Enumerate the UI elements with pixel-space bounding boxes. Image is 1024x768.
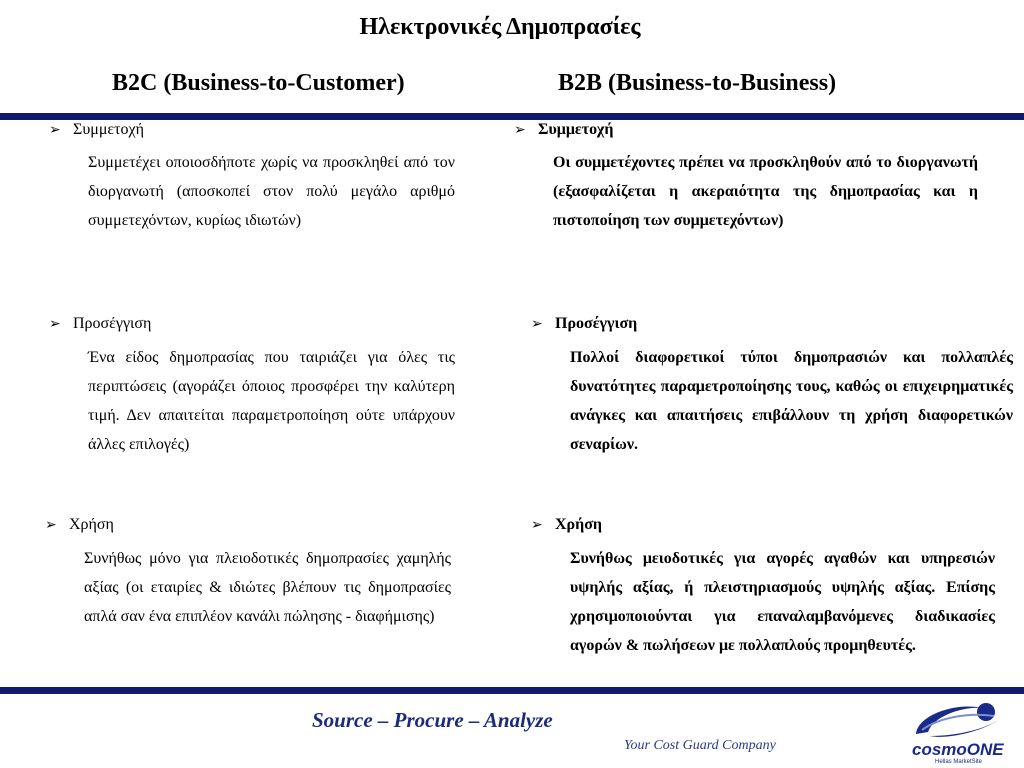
b2c-participation-bullet	[49, 121, 144, 139]
b2c-usage-bullet	[45, 516, 114, 534]
logo-wordmark	[912, 740, 1004, 760]
b2b-participation-label: Συμμετοχή	[538, 121, 614, 138]
top-divider	[0, 113, 1024, 120]
b2b-participation-text: Οι συμμετέχοντες πρέπει να προσκληθούν από το διοργανωτή (εξασφαλίζεται η ακεραιότητα της δημοπρασίας και η πιστοποίηση των συμμετεχόντων)	[553, 154, 978, 229]
b2b-approach-text: Πολλοί διαφορετικοί τύποι δημοπρασιών και πολλαπλές δυνατότητες παραμετροποίησης τους, καθώς οι επιχειρηματικές ανάγκες και απαιτήσεις επιβάλλουν τη χρήση διαφορετικών σεναρίων.	[570, 349, 1013, 453]
b2c-approach-text: Ένα είδος δημοπρασίας που ταιριάζει για όλες τις περιπτώσεις (αγοράζει όποιος προσφέρει την καλύτερη τιμή. Δεν απαιτείται παραμετροποίηση ούτε υπάρχουν άλλες επιλογές)	[88, 349, 455, 453]
b2c-usage-text: Συνήθως μόνο για πλειοδοτικές δημοπρασίες χαμηλής αξίας (οι εταιρίες & ιδιώτες βλέπουν τις δημοπρασίες απλά σαν ένα επιπλέον κανάλι πώλησης - διαφήμισης)	[84, 550, 451, 625]
arrow-bullet-icon: ➢	[49, 316, 61, 332]
b2b-heading: B2B (Business-to-Business)	[558, 70, 837, 96]
logo-word-suffix: ONE	[966, 740, 1004, 759]
b2b-usage-text: Συνήθως μειοδοτικές για αγορές αγαθών και υπηρεσιών υψηλής αξίας, ή πλειστηριασμούς υψηλής αξίας. Επίσης χρησιμοποιούνται για επαναλαμβανόμενες διαδικασίες αγορών & πωλήσεων με πολλαπλούς προμηθευτές.	[570, 550, 995, 654]
b2c-approach-label: Προσέγγιση	[73, 315, 152, 332]
footer-tagline: Source – Procure – Analyze	[312, 708, 553, 732]
b2c-approach-bullet	[49, 315, 151, 333]
b2c-usage-label: Χρήση	[69, 516, 114, 533]
b2b-usage-bullet	[531, 516, 602, 534]
arrow-bullet-icon: ➢	[514, 122, 526, 138]
b2c-participation-label: Συμμετοχή	[73, 121, 145, 138]
arrow-bullet-icon: ➢	[531, 517, 543, 533]
b2b-approach-label: Προσέγγιση	[555, 315, 638, 332]
footer-subtitle: Your Cost Guard Company	[624, 738, 776, 753]
logo-word-prefix: cosmo	[912, 740, 967, 759]
bottom-divider	[0, 687, 1024, 694]
logo-swoosh-icon	[908, 700, 1016, 740]
b2c-participation-text: Συμμετέχει οποιοσδήποτε χωρίς να προσκληθεί από τον διοργανωτή (αποσκοπεί στον πολύ μεγάλο αριθμό συμμετεχόντων, κυρίως ιδιωτών)	[88, 154, 455, 229]
b2b-approach-bullet	[531, 315, 637, 333]
b2b-participation-bullet	[514, 121, 613, 139]
arrow-bullet-icon: ➢	[531, 316, 543, 332]
arrow-bullet-icon: ➢	[49, 122, 61, 138]
logo-subtext: Hellas MarketSite	[935, 759, 983, 765]
arrow-bullet-icon: ➢	[45, 517, 57, 533]
b2c-heading: B2C (Business-to-Customer)	[112, 70, 405, 96]
b2b-usage-label: Χρήση	[555, 516, 602, 533]
page-title: Ηλεκτρονικές Δημοπρασίες	[359, 14, 641, 40]
